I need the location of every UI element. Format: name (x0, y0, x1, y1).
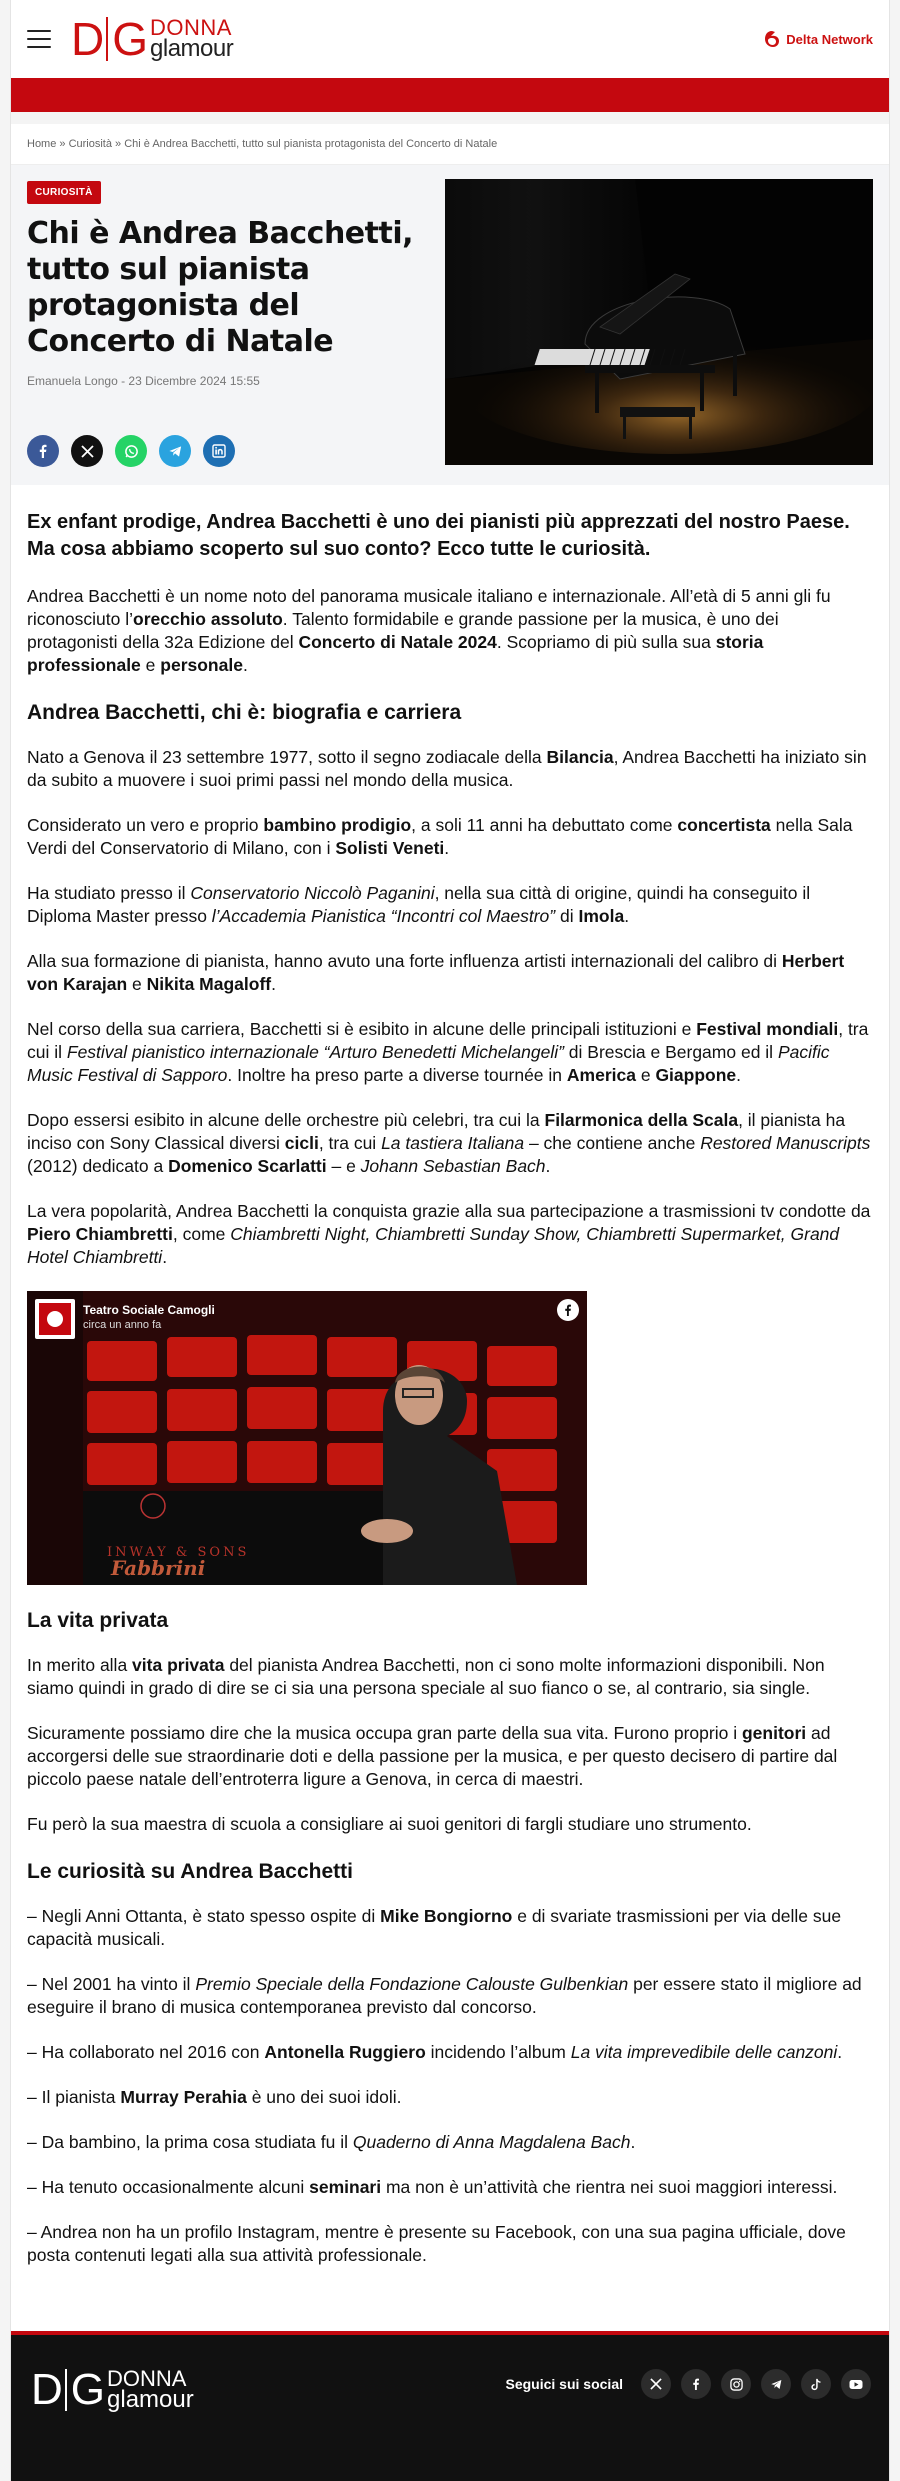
list-item: – Andrea non ha un profilo Instagram, mentre è presente su Facebook, con una sua pagina ufficiale, dove posta contenuti legati alla sua attività professionale. (27, 2222, 846, 2265)
publish-date: - 23 Dicembre 2024 15:55 (121, 374, 260, 388)
delta-network-icon (762, 29, 782, 49)
header-spacer (11, 112, 889, 124)
share-buttons (27, 435, 235, 467)
section-heading-curiosities: Le curiosità su Andrea Bacchetti (27, 1860, 353, 1883)
hero-image-grand-piano (445, 179, 873, 465)
page-frame (10, 0, 890, 2481)
instagram-icon[interactable] (721, 2369, 751, 2399)
category-badge[interactable]: CURIOSITÀ (27, 181, 101, 204)
x-icon[interactable] (71, 435, 103, 467)
article-lead: Ex enfant prodige, Andrea Bacchetti è uno dei pianisti più apprezzati del nostro Paese. Ma cosa abbiamo scoperto sul suo conto? Ecco tutte le curiosità. (27, 511, 850, 560)
logo-mark (71, 13, 147, 65)
breadcrumb-home[interactable]: Home (27, 138, 57, 150)
section-heading-private-life: La vita privata (27, 1609, 169, 1632)
list-item: – Negli Anni Ottanta, è stato spesso ospite di Mike Bongiorno e di svariate trasmissioni per via delle sue capacità musicali. (27, 1906, 842, 1949)
site-logo[interactable] (71, 11, 233, 67)
hero-text (27, 179, 445, 471)
site-header (11, 0, 889, 78)
article-title: Chi è Andrea Bacchetti, tutto sul pianista protagonista del Concerto di Natale (27, 216, 414, 359)
paragraph: Ha studiato presso il Conservatorio Niccolò Paganini, nella sua città di origine, quindi ha conseguito il Diploma Master presso l’Accademia Pianistica “Incontri col Maestro” di Imola. (27, 883, 811, 926)
breadcrumb-separator: » (56, 138, 69, 150)
paragraph: Fu però la sua maestra di scuola a consigliare ai suoi genitori di fargli studiare uno strumento. (27, 1814, 752, 1834)
paragraph: Nel corso della sua carriera, Bacchetti si è esibito in alcune delle principali istituzioni e Festival mondiali, tra cui il Festival pianistico internazionale “Arturo Benedetti Michelangeli” di Brescia e Bergamo ed il Pacific Music Festival di Sapporo. Inoltre ha preso parte a diverse tournée in America e Giappone. (27, 1019, 869, 1085)
breadcrumb-separator: » (111, 138, 125, 150)
social-label: Seguici sui social (505, 2376, 623, 2392)
delta-network-link[interactable] (762, 29, 873, 49)
navigation-band (11, 78, 889, 112)
tiktok-icon[interactable] (801, 2369, 831, 2399)
facebook-icon[interactable] (681, 2369, 711, 2399)
paragraph: Sicuramente possiamo dire che la musica occupa gran parte della sua vita. Furono proprio i genitori ad accorgersi delle sue straordinarie doti e della passione per la musica, e per questo decisero di partire dal piccolo paese natale dell’entroterra ligure a Genova, in cerca di maestri. (27, 1723, 838, 1789)
logo-word-glamour: glamour (150, 35, 234, 62)
video-brand-text: INWAY & SONS (107, 1545, 250, 1560)
logo-letter-d: D (71, 13, 103, 65)
site-footer (11, 2331, 889, 2481)
linkedin-icon[interactable] (203, 435, 235, 467)
footer-logo-word-glamour: glamour (107, 2386, 194, 2413)
footer-social (506, 2369, 872, 2399)
video-time: circa un anno fa (83, 1319, 162, 1331)
breadcrumb-current: Chi è Andrea Bacchetti, tutto sul pianista protagonista del Concerto di Natale (124, 138, 498, 150)
footer-logo-letter-d: D (31, 2365, 61, 2414)
video-channel-name[interactable]: Teatro Sociale Camogli (83, 1303, 215, 1317)
article-hero (11, 165, 889, 485)
article-body (11, 485, 889, 2313)
logo-letter-g: G (112, 13, 147, 65)
paragraph: Andrea Bacchetti è un nome noto del panorama musicale italiano e internazionale. All’età di 5 anni gli fu riconosciuto l’orecchio assoluto. Talento formidabile e grande passione per la musica, è uno dei protagonisti della 32a Edizione del Concerto di Natale 2024. Scopriamo di più sulla sua storia professionale e personale. (27, 586, 831, 675)
channel-avatar[interactable] (35, 1299, 75, 1339)
paragraph: La vera popolarità, Andrea Bacchetti la conquista grazie alla sua partecipazione a trasmissioni tv condotte da Piero Chiambretti, come Chiambretti Night, Chiambretti Sunday Show, Chiambretti Supermarket, Grand Hotel Chiambretti. (27, 1201, 871, 1267)
telegram-icon[interactable] (761, 2369, 791, 2399)
list-item: – Ha collaborato nel 2016 con Antonella Ruggiero incidendo l’album La vita imprevedibile delle canzoni. (27, 2042, 843, 2062)
logo-word-donna: DONNA (150, 15, 232, 40)
delta-network-label: Delta Network (786, 31, 873, 47)
section-heading-biography: Andrea Bacchetti, chi è: biografia e carriera (27, 701, 462, 724)
article-meta (27, 374, 445, 388)
youtube-icon[interactable] (841, 2369, 871, 2399)
breadcrumb-category[interactable]: Curiosità (68, 138, 112, 150)
list-item: – Ha tenuto occasionalmente alcuni seminari ma non è un’attività che rientra nei suoi maggiori interessi. (27, 2177, 838, 2197)
author-name[interactable]: Emanuela Longo (27, 374, 118, 388)
list-item: – Il pianista Murray Perahia è uno dei suoi idoli. (27, 2087, 402, 2107)
paragraph: Alla sua formazione di pianista, hanno avuto una forte influenza artisti internazionali del calibro di Herbert von Karajan e Nikita Magaloff. (27, 951, 845, 994)
footer-logo-mark (31, 2365, 103, 2415)
paragraph: In merito alla vita privata del pianista Andrea Bacchetti, non ci sono molte informazioni disponibili. Non siamo quindi in grado di dire se ci sia una persona speciale al suo fianco o se, al contrario, sia single. (27, 1655, 825, 1698)
list-item: – Da bambino, la prima cosa studiata fu il Quaderno di Anna Magdalena Bach. (27, 2132, 636, 2152)
footer-logo-letter-g: G (70, 2365, 104, 2414)
paragraph: Dopo essersi esibito in alcune delle orchestre più celebri, tra cui la Filarmonica della Scala, il pianista ha inciso con Sony Classical diversi cicli, tra cui La tastiera Italiana – che contiene anche Restored Manuscripts (2012) dedicato a Domenico Scarlatti – e Johann Sebastian Bach. (27, 1110, 871, 1176)
footer-logo-word-donna: DONNA (107, 2366, 187, 2391)
paragraph: Nato a Genova il 23 settembre 1977, sotto il segno zodiacale della Bilancia, Andrea Bacchetti ha iniziato sin da subito a muovere i suoi primi passi nel mondo della musica. (27, 747, 867, 790)
paragraph: Considerato un vero e proprio bambino prodigio, a soli 11 anni ha debuttato come concertista nella Sala Verdi del Conservatorio di Milano, con i Solisti Veneti. (27, 815, 853, 858)
logo-text (150, 17, 233, 61)
list-item: – Nel 2001 ha vinto il Premio Speciale della Fondazione Calouste Gulbenkian per essere stato il migliore ad eseguire il brano di musica contemporanea previsto dal concorso. (27, 1974, 862, 2017)
video-brand-script: Fabbrini (111, 1556, 206, 1580)
footer-logo-text (107, 2368, 194, 2412)
facebook-video-embed[interactable] (27, 1291, 587, 1585)
x-icon[interactable] (641, 2369, 671, 2399)
facebook-icon[interactable] (557, 1299, 579, 1321)
telegram-icon[interactable] (159, 435, 191, 467)
menu-icon[interactable] (27, 30, 51, 48)
footer-logo[interactable] (31, 2365, 194, 2415)
whatsapp-icon[interactable] (115, 435, 147, 467)
facebook-icon[interactable] (27, 435, 59, 467)
breadcrumb (11, 124, 889, 165)
